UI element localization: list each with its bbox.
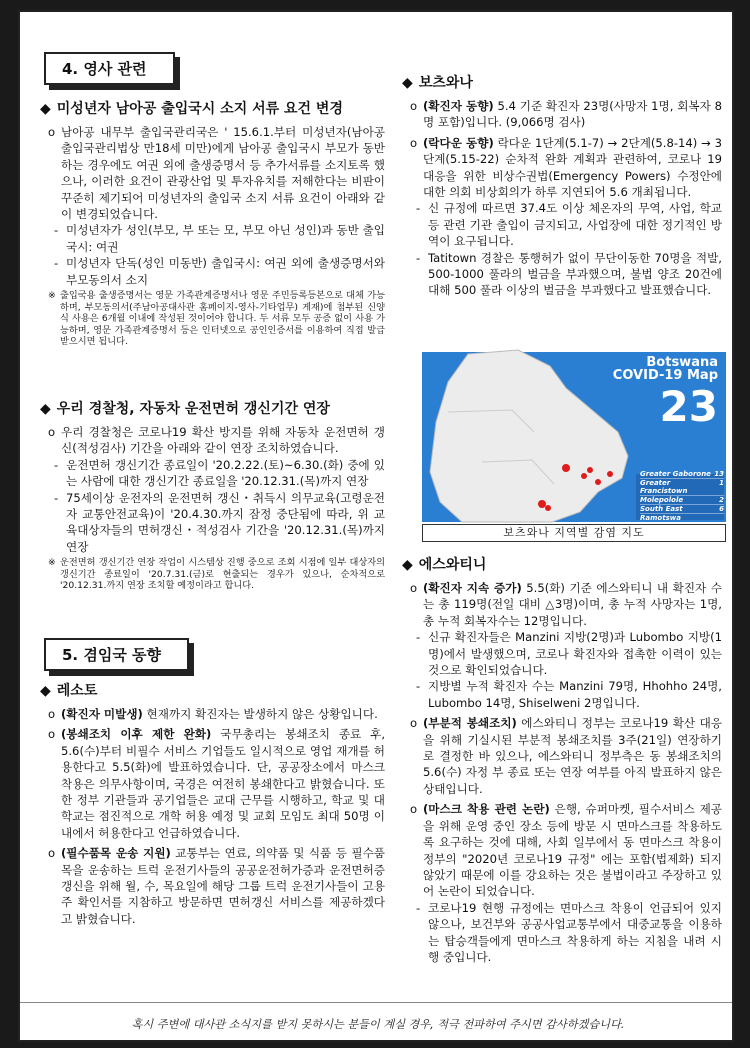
eswatini-dash-1: - 신규 확진자들은 Manzini 지방(2명)과 Lubombo 지방(1명)에서 발생했으며, 코로나 확진자와 접촉한 이력이 있는 것으로 확인되었습니다.	[416, 630, 722, 678]
circle-bullet-icon: o	[48, 707, 56, 721]
eswatini-section	[402, 554, 722, 965]
map-hotspot	[562, 464, 570, 472]
license-dash-2: - 75세이상 운전자의 운전면허 갱신・취득시 의무교육(고령운전자 교통안전교육)이 '20.4.30.까지 잠정 중단됨에 따라, 위 교육대상자들의 면허갱신・적성검사 기간을 '20.12.31.(목)까지 연장	[54, 490, 385, 554]
map-legend-region: Molepolole	[640, 496, 684, 504]
map-hotspot	[581, 473, 587, 479]
map-legend-value: 6	[719, 505, 724, 513]
dash-bullet-icon: -	[416, 201, 421, 216]
map-total-count: 23	[659, 382, 718, 431]
section-4-title: 4. 영사 관련	[44, 52, 175, 85]
diamond-bullet-icon: ◆	[40, 401, 51, 417]
circle-bullet-icon: o	[410, 802, 418, 817]
license-dash-1: - 운전면허 갱신기간 종료일이 '20.2.22.(토)~6.30.(화) 중에 있는 사람에 대한 갱신기간 종료일을 '20.12.31.(목)까지 연장	[54, 457, 385, 489]
diamond-bullet-icon: ◆	[402, 75, 413, 91]
map-caption: 보츠와나 지역별 감염 지도	[422, 524, 726, 542]
lesotho-section	[40, 680, 385, 927]
circle-bullet-icon: o	[410, 581, 418, 595]
license-heading: ◆ 우리 경찰청, 자동차 운전면허 갱신기간 연장	[40, 401, 330, 417]
minor-travel-paragraph: o 남아공 내무부 출입국관리국은 ' 15.6.1.부터 미성년자(남아공 출입국관리법상 만18세 미만)에게 남아공 출입국시 부모가 동반하는 경우에도 여권 외에 출생증명서 등 추가서류를 소지토록 했으나, 이러한 요건이 관광산업 및 투자유치를 저해한다는 비판이 꾸준히 제기되어 미성년자의 출입국 소지 서류 요건이 아래와 같이 변경되었습니다.	[48, 125, 385, 222]
lesotho-heading: ◆ 레소토	[40, 683, 98, 699]
newsletter-page	[18, 10, 734, 1042]
dash-bullet-icon: -	[54, 490, 59, 505]
botswana-section	[402, 72, 722, 299]
diamond-bullet-icon: ◆	[40, 683, 51, 699]
diamond-bullet-icon: ◆	[402, 557, 413, 573]
map-legend-row	[640, 479, 724, 496]
map-legend-value: 1	[719, 479, 724, 487]
botswana-paragraph-1: o (확진자 동향) 5.4 기준 확진자 23명(사망자 1명, 회복자 8명 포함)입니다. (9,066명 검사)	[410, 99, 722, 130]
botswana-heading: ◆ 보츠와나	[402, 75, 473, 91]
diamond-bullet-icon: ◆	[40, 101, 51, 117]
section-5-title: 5. 겸임국 동향	[44, 638, 189, 671]
eswatini-paragraph-3: o (마스크 착용 관련 논란) 은행, 슈퍼마켓, 필수서비스 제공을 위해 운영 중인 장소 등에 방문 시 면마스크를 착용하도록 요구하는 것에 대해, 사회 일부에서 동 면마스크 착용이 정부의 "2020년 코로나19 규정" 에는 포함(법제화) 되지 않았기 때문에 이를 강요하는 것은 불법이라고 주장하고 있어 논란이 되었습니다.	[410, 802, 722, 899]
botswana-dash-1: - 신 규정에 따르면 37.4도 이상 체온자의 무역, 사업, 학교 등 관련 기관 출입이 금지되고, 사업장에 대한 정기적인 방역이 요구됩니다.	[416, 201, 722, 249]
circle-bullet-icon: o	[48, 727, 56, 742]
dash-bullet-icon: -	[416, 250, 421, 265]
map-legend-region: Palapye	[640, 523, 671, 531]
map-legend-region: Greater Gaborone	[640, 470, 711, 478]
license-paragraph: o 우리 경찰청은 코로나19 확산 방지를 위해 자동차 운전면허 갱신(적성검사) 기간을 아래와 같이 연장 조치하였습니다.	[48, 425, 385, 456]
footer-divider	[20, 1002, 732, 1003]
map-legend-row	[640, 496, 724, 505]
section-5-title-box	[44, 638, 189, 671]
eswatini-dash-2: - 지방별 누적 확진자 수는 Manzini 79명, Hhohho 24명, Lubombo 14명, Shiselweni 2명입니다.	[416, 679, 722, 710]
footer-note: 혹시 주변에 대사관 소식지를 받지 못하시는 분들이 계실 경우, 적극 전파하여 주시면 감사하겠습니다.	[131, 1018, 625, 1031]
dash-bullet-icon: -	[416, 679, 421, 694]
license-note: ※ 운전면허 갱신기간 연장 작업이 시스템상 진행 중으로 조회 시점에 일부 대상자의 갱신기간 종료일이 '20.7.31.(금)로 현출되는 경우가 있으나, 순차적으로 '20.12.31.까지 연장 조치할 예정이라고 합니다.	[48, 557, 385, 592]
lesotho-paragraph-3: o (필수품목 운송 지원) 교통부는 연료, 의약품 및 식품 등 필수품목을 운송하는 트럭 운전기사들의 공공운전허가증과 운전면허증 갱신을 위해 월, 수, 목요일에 해당 그룹 트럭 운전기사들이 고용주 확인서를 지참하고 방문하면 면허갱신 서비스를 제공하겠다고 밝혔습니다.	[48, 846, 385, 926]
circle-bullet-icon: o	[410, 99, 418, 113]
map-legend-region: North East	[640, 532, 682, 540]
map-title: Botswana COVID-19 Map	[612, 355, 718, 383]
minor-travel-heading: ◆ 미성년자 남아공 출입국시 소지 서류 요건 변경	[40, 101, 343, 117]
map-legend-region: Ramotswa	[640, 514, 681, 522]
lesotho-paragraph-1: o (확진자 미발생) 현재까지 확진자는 발생하지 않은 상황입니다.	[48, 707, 378, 721]
minor-travel-dash-1: - 미성년자가 성인(부모, 부 또는 모, 부모 아닌 성인)과 동반 출입국시: 여권	[54, 223, 385, 254]
eswatini-paragraph-2: o (부분적 봉쇄조치) 에스와티니 정부는 코로나19 확산 대응을 위해 기실시된 부분적 봉쇄조치를 3주(21일) 연장하기로 결정한 바 있으나, 에스와티니 정부측은 동 봉쇄조치의 5.6(수) 자정 부 종료 또는 연장 여부를 아직 발표하지 않은 상태입니다.	[410, 716, 722, 796]
dash-bullet-icon: -	[54, 457, 59, 472]
map-legend-value: 13	[714, 470, 724, 478]
circle-bullet-icon: o	[48, 425, 56, 439]
circle-bullet-icon: o	[48, 125, 56, 139]
map-legend-row	[640, 470, 724, 479]
map-legend-value: 2	[719, 496, 724, 504]
map-hotspot	[538, 500, 546, 508]
map-hotspot	[587, 467, 593, 473]
map-hotspot	[545, 505, 551, 511]
map-hotspot	[607, 471, 613, 477]
map-legend-region: Greater Francistown	[640, 479, 688, 495]
license-section	[40, 398, 385, 592]
eswatini-paragraph-1: o (확진자 지속 증가) 5.5(화) 기준 에스와티니 내 확진자 수는 총 119명(전일 대비 △3명)이며, 총 누적 사망자는 1명, 총 누적 회복자수는 12명입니다.	[410, 581, 722, 628]
eswatini-heading: ◆ 에스와티니	[402, 557, 487, 573]
dash-bullet-icon: -	[416, 630, 421, 645]
map-legend-value: 1	[719, 532, 724, 540]
section-4-title-box	[44, 52, 175, 85]
map-legend-row	[640, 514, 724, 523]
dash-bullet-icon: -	[54, 223, 59, 238]
eswatini-dash-3: - 코로나19 현행 규정에는 면마스크 착용이 언급되어 있지 않으나, 보건부와 공공사업교통부에서 대중교통을 이용하는 탑승객들에게 면마스크 착용하게 하는 지침을 내려 시행 중입니다.	[416, 900, 722, 964]
circle-bullet-icon: o	[410, 716, 418, 731]
map-legend-row	[640, 505, 724, 514]
map-hotspot	[595, 479, 601, 485]
minor-travel-note: ※ 출입국용 출생증명서는 영문 가족관계증명서나 영문 주민등록등본으로 대체 가능하며, 부모동의서(주남아공대사관 홈페이지-영사-기타업무) 게재)에 첨부된 신양식 사용은 6개월 이내에 작성된 것이어야 합니다. 두 서류 모두 공증 없이 사용 가능하며, 영문 가족관계증명서 등은 인터넷으로 공인인증서를 이용하여 직접 발급받으시면 됩니다.	[48, 290, 385, 348]
note-mark-icon: ※	[48, 290, 56, 302]
map-legend-region: South East	[640, 505, 683, 513]
circle-bullet-icon: o	[410, 135, 418, 150]
note-mark-icon: ※	[48, 557, 56, 569]
lesotho-paragraph-2: o (봉쇄조치 이후 제한 완화) 국무총리는 봉쇄조치 종료 후, 5.6(수)부터 비필수 서비스 기업들도 일시적으로 영업 재개를 허용한다고 5.5(화)에 발표하였습니다. 단, 공공장소에서 마스크 착용은 의무사항이며, 국경은 여전히 봉쇄한다고 밝혔습니다. 또한 정부 기관들과 공기업들은 교대 근무를 시행하고, 학교 및 대학교는 점진적으로 개학 허용 예정 및 교회 모임도 최대 50명 이내에서 허용한다고 언급하였습니다.	[48, 727, 386, 840]
dash-bullet-icon: -	[54, 256, 59, 271]
minor-travel-dash-2: - 미성년자 단독(성인 미동반) 출입국시: 여권 외에 출생증명서와 부모동의서 소지	[54, 256, 385, 287]
dash-bullet-icon: -	[416, 900, 421, 915]
circle-bullet-icon: o	[48, 846, 56, 861]
botswana-dash-2: - Tatitown 경찰은 통행허가 없이 무단이동한 70명을 적발, 500-1000 풀라의 벌금을 부과했으며, 불법 양조 20건에 대해 500 풀라 이상의 벌금을 부과했다고 발표했습니다.	[416, 250, 722, 298]
botswana-paragraph-2: o (락다운 동향) 락다운 1단계(5.1-7) → 2단계(5.8-14) → 3단계(5.15-22) 순차적 완화 계획과 관련하여, 코로나 19 대응을 위한 비상수권법(Emergency Powers) 수정안에 대한 의회 비상회의가 하루 지연되어 5.6 개최됩니다.	[410, 135, 723, 200]
minor-travel-section	[40, 98, 385, 348]
map-legend-value: 1	[719, 523, 724, 531]
